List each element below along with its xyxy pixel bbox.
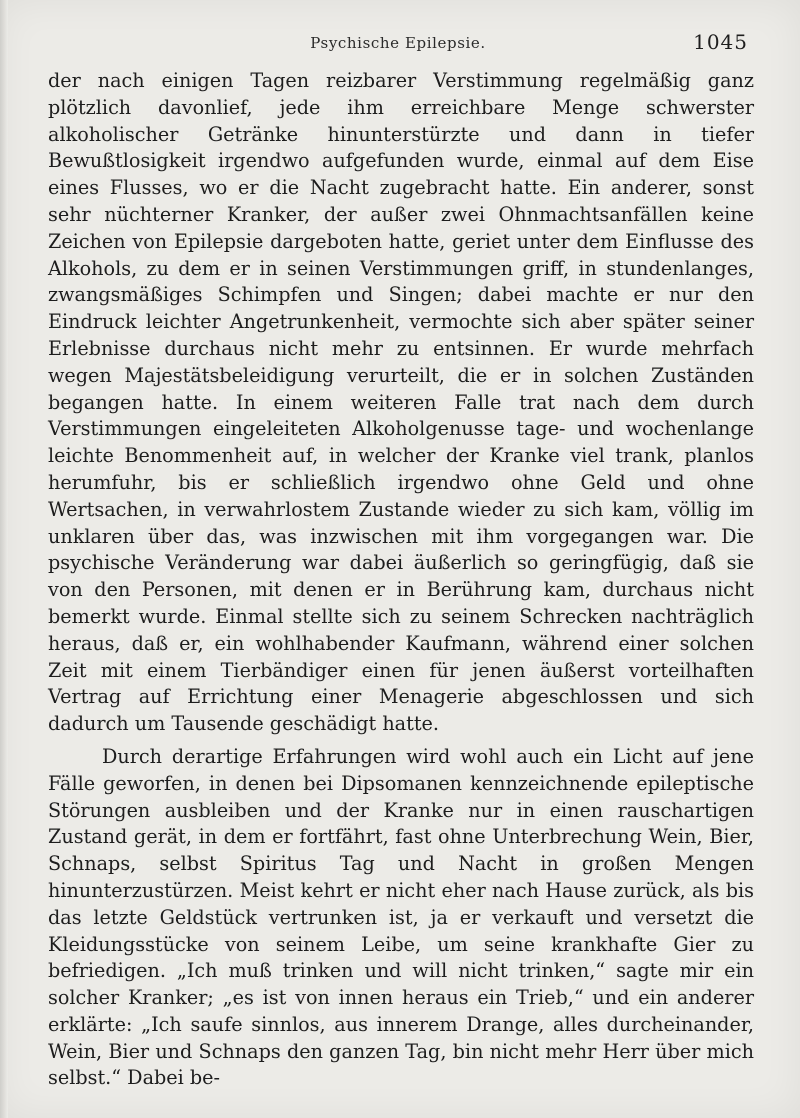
page-number: 1045 <box>693 30 748 54</box>
body-text <box>48 68 754 1092</box>
paragraph-continued: der nach einigen Tagen reizbarer Verstimmung regelmäßig ganz plötzlich davonlief, jede ihm erreichbare Menge schwerster alkoholischer Getränke hinunterstürzte und dann in tiefer Bewußtlosigkeit irgendwo aufgefunden wurde, einmal auf dem Eise eines Flusses, wo er die Nacht zugebracht hatte. Ein anderer, sonst sehr nüchterner Kranker, der außer zwei Ohnmachtsanfällen keine Zeichen von Epilepsie dargeboten hatte, geriet unter dem Einflusse des Alkohols, zu dem er in seinen Verstimmungen griff, in stundenlanges, zwangsmäßiges Schimpfen und Singen; dabei machte er nur den Eindruck leichter Angetrunkenheit, vermochte sich aber später seiner Erlebnisse durchaus nicht mehr zu entsinnen. Er wurde mehrfach wegen Majestätsbeleidigung verurteilt, die er in solchen Zuständen begangen hatte. In einem weiteren Falle trat nach dem durch Verstimmungen eingeleiteten Alkoholgenusse tage- und wochenlange leichte Benommenheit auf, in welcher der Kranke viel trank, planlos herumfuhr, bis er schließlich irgendwo ohne Geld und ohne Wertsachen, in verwahrlostem Zustande wieder zu sich kam, völlig im unklaren über das, was inzwischen mit ihm vorgegangen war. Die psychische Veränderung war dabei äußerlich so geringfügig, daß sie von den Personen, mit denen er in Berührung kam, durchaus nicht bemerkt wurde. Einmal stellte sich zu seinem Schrecken nachträglich heraus, daß er, ein wohlhabender Kaufmann, während einer solchen Zeit mit einem Tierbändiger einen für jenen äußerst vorteilhaften Vertrag auf Errichtung einer Menagerie abgeschlossen und sich dadurch um Tausende geschädigt hatte. <box>48 69 754 736</box>
page-header <box>48 30 748 58</box>
paragraph-dipsomania: Durch derartige Erfahrungen wird wohl auch ein Licht auf jene Fälle geworfen, in denen bei Dipsomanen kennzeichnende epileptische Störungen ausbleiben und der Kranke nur in einen rauschartigen Zustand gerät, in dem er fortfährt, fast ohne Unterbrechung Wein, Bier, Schnaps, selbst Spiritus Tag und Nacht in großen Mengen hinunterzustürzen. Meist kehrt er nicht eher nach Hause zurück, als bis das letzte Geldstück vertrunken ist, ja er verkauft und versetzt die Kleidungsstücke von seinem Leibe, um seine krankhafte Gier zu befriedigen. „Ich muß trinken und will nicht trinken,“ sagte mir ein solcher Kranker; „es ist von innen heraus ein Trieb,“ und ein anderer erklärte: „Ich saufe sinnlos, aus innerem Drange, alles durcheinander, Wein, Bier und Schnaps den ganzen Tag, bin nicht mehr Herr über mich selbst.“ Dabei be- <box>48 744 754 1090</box>
running-title: Psychische Epilepsie. <box>310 34 486 52</box>
page-gutter-shadow <box>0 0 8 1118</box>
